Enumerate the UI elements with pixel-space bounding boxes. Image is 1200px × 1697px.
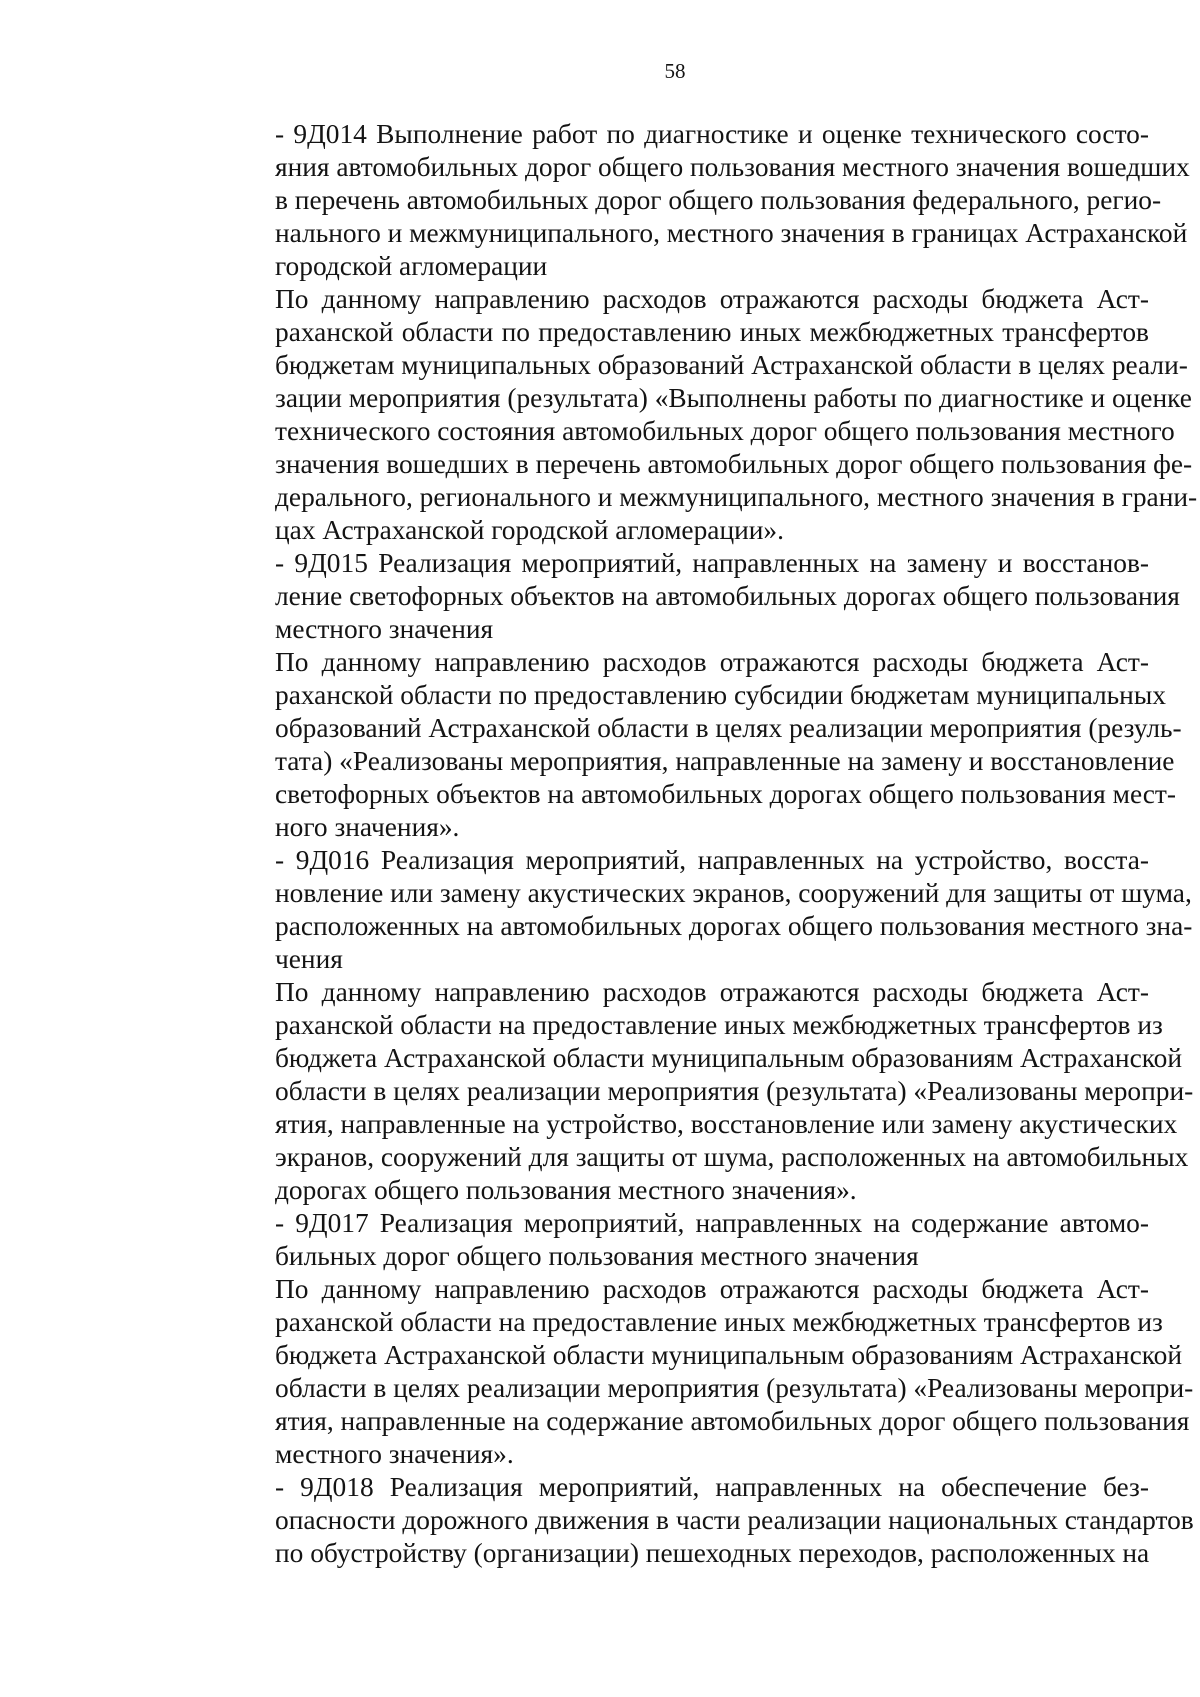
expense-description: [203, 1273, 1194, 1471]
text-line: новление или замену акустических экранов, сооружений для защиты от шума,: [275, 878, 1192, 908]
text-line: дорогах общего пользования местного значения».: [275, 1175, 857, 1205]
text-line: По данному направлению расходов отражаются расходы бюджета Аст-: [275, 977, 1149, 1007]
text-line: раханской области на предоставление иных межбюджетных трансфертов из: [275, 1307, 1163, 1337]
text-line: бюджета Астраханской области муниципальным образованиям Астраханской: [275, 1340, 1182, 1370]
text-line: городской агломерации: [275, 251, 548, 281]
text-line: По данному направлению расходов отражаются расходы бюджета Аст-: [275, 1274, 1149, 1304]
text-line: зации мероприятия (результата) «Выполнены работы по диагностике и оценке: [275, 383, 1192, 413]
text-line: местного значения: [275, 614, 494, 644]
text-line: - 9Д018 Реализация мероприятий, направленных на обеспечение без-: [275, 1472, 1149, 1502]
text-line: образований Астраханской области в целях реализации мероприятия (резуль-: [275, 713, 1182, 743]
text-line: светофорных объектов на автомобильных дорогах общего пользования мест-: [275, 779, 1177, 809]
text-line: бюджета Астраханской области муниципальным образованиям Астраханской: [275, 1043, 1182, 1073]
text-line: ного значения».: [275, 812, 460, 842]
document-body: [203, 118, 1198, 1570]
text-line: ление светофорных объектов на автомобильных дорогах общего пользования: [275, 581, 1180, 611]
text-line: - 9Д016 Реализация мероприятий, направленных на устройство, восста-: [275, 845, 1149, 875]
text-line: По данному направлению расходов отражаются расходы бюджета Аст-: [275, 284, 1149, 314]
expense-description: [203, 283, 1198, 547]
text-line: раханской области по предоставлению субсидии бюджетам муниципальных: [275, 680, 1166, 710]
expense-code-item: [203, 1207, 1149, 1273]
text-line: расположенных на автомобильных дорогах общего пользования местного зна-: [275, 911, 1193, 941]
text-line: - 9Д015 Реализация мероприятий, направленных на замену и восстанов-: [275, 548, 1149, 578]
text-line: - 9Д017 Реализация мероприятий, направленных на содержание автомо-: [275, 1208, 1149, 1238]
text-line: по обустройству (организации) пешеходных переходов, расположенных на: [275, 1538, 1150, 1568]
text-line: в перечень автомобильных дорог общего пользования федерального, регио-: [275, 185, 1162, 215]
text-line: бюджетам муниципальных образований Астраханской области в целях реали-: [275, 350, 1188, 380]
text-line: раханской области на предоставление иных межбюджетных трансфертов из: [275, 1010, 1163, 1040]
expense-description: [203, 976, 1194, 1207]
text-line: опасности дорожного движения в части реализации национальных стандартов: [275, 1505, 1194, 1535]
text-line: чения: [275, 944, 343, 974]
text-line: По данному направлению расходов отражаются расходы бюджета Аст-: [275, 647, 1149, 677]
text-line: экранов, сооружений для защиты от шума, расположенных на автомобильных: [275, 1142, 1189, 1172]
text-line: технического состояния автомобильных дорог общего пользования местного: [275, 416, 1175, 446]
text-line: яния автомобильных дорог общего пользования местного значения вошедших: [275, 152, 1190, 182]
text-line: цах Астраханской городской агломерации».: [275, 515, 784, 545]
text-line: области в целях реализации мероприятия (результата) «Реализованы меропри-: [275, 1076, 1194, 1106]
expense-code-item: [203, 1471, 1194, 1570]
text-line: дерального, регионального и межмуниципального, местного значения в грани-: [275, 482, 1198, 512]
text-line: раханской области по предоставлению иных межбюджетных трансфертов: [275, 317, 1149, 347]
text-line: нального и межмуниципального, местного значения в границах Астраханской: [275, 218, 1188, 248]
text-line: ятия, направленные на содержание автомобильных дорог общего пользования: [275, 1406, 1190, 1436]
text-line: местного значения».: [275, 1439, 514, 1469]
text-line: бильных дорог общего пользования местного значения: [275, 1241, 919, 1271]
text-line: тата) «Реализованы мероприятия, направленные на замену и восстановление: [275, 746, 1175, 776]
expense-code-item: [203, 844, 1193, 976]
text-line: области в целях реализации мероприятия (результата) «Реализованы меропри-: [275, 1373, 1194, 1403]
text-line: - 9Д014 Выполнение работ по диагностике и оценке технического состо-: [275, 119, 1149, 149]
page-number: 58: [664, 59, 686, 83]
expense-description: [203, 646, 1182, 844]
text-line: значения вошедших в перечень автомобильных дорог общего пользования фе-: [275, 449, 1193, 479]
text-line: ятия, направленные на устройство, восстановление или замену акустических: [275, 1109, 1178, 1139]
expense-code-item: [203, 547, 1180, 646]
expense-code-item: [203, 118, 1190, 283]
